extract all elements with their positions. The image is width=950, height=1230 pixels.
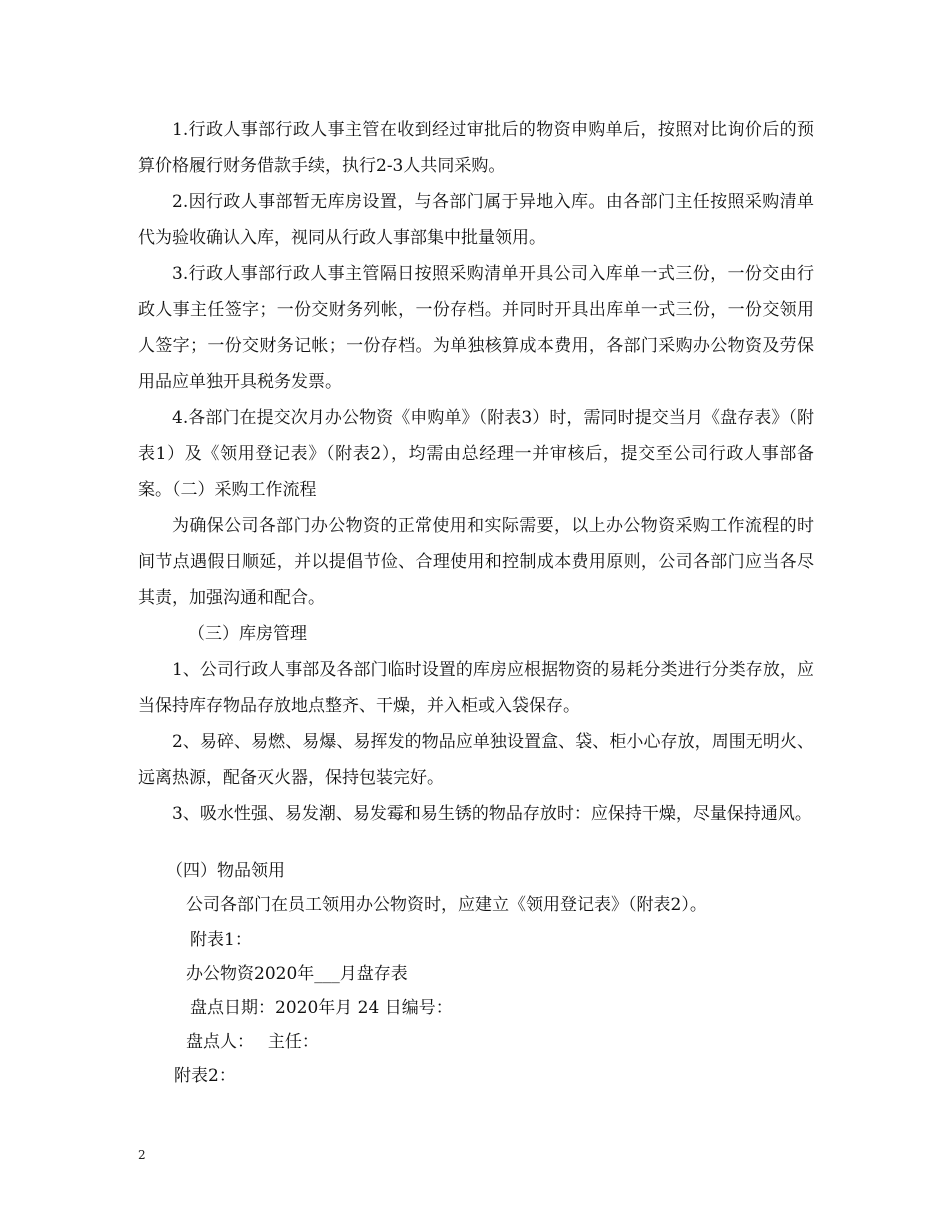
- section-4-title: （四）物品领用: [166, 861, 285, 881]
- count-date-line: 盘点日期：2020年月 24 日编号：: [190, 998, 453, 1018]
- paragraph-procurement-1: 1.行政人事部行政人事主管在收到经过审批后的物资申购单后，按照对比询价后的预算价格履行财务借款手续，执行2-3人共同采购。: [138, 120, 814, 176]
- paragraph-procurement-4: 4.各部门在提交次月办公物资《申购单》（附表3）时，需同时提交当月《盘存表》（附表1）及《领用登记表》（附表2），均需由总经理一并审核后，提交至公司行政人事部备案。（二）采购工作流程: [138, 408, 814, 500]
- section-4-text: 公司各部门在员工领用办公物资时，应建立《领用登记表》（附表2）。: [186, 895, 707, 915]
- appendix-1-label: 附表1：: [190, 930, 252, 950]
- paragraph-warehouse-1: 1、公司行政人事部及各部门临时设置的库房应根据物资的易耗分类进行分类存放，应当保持库存物品存放地点整齐、干燥，并入柜或入袋保存。: [138, 660, 814, 716]
- page-number: 2: [138, 1148, 146, 1162]
- section-3-title: （三）库房管理: [188, 624, 307, 644]
- paragraph-procurement-2: 2.因行政人事部暂无库房设置，与各部门属于异地入库。由各部门主任按照采购清单代为验收确认入库，视同从行政人事部集中批量领用。: [138, 192, 814, 248]
- appendix-2-label: 附表2：: [174, 1066, 236, 1086]
- paragraph-warehouse-2: 2、易碎、易燃、易爆、易挥发的物品应单独设置盒、袋、柜小心存放，周围无明火、远离热源，配备灭火器，保持包装完好。: [138, 732, 814, 788]
- counter-line: 盘点人： 主任：: [186, 1032, 319, 1052]
- paragraph-procurement-3: 3.行政人事部行政人事主管隔日按照采购清单开具公司入库单一式三份，一份交由行政人事主任签字；一份交财务列帐，一份存档。并同时开具出库单一式三份，一份交领用人签字；一份交财务记帐；一份存档。为单独核算成本费用，各部门采购办公物资及劳保用品应单独开具税务发票。: [138, 264, 814, 392]
- paragraph-warehouse-3: 3、吸水性强、易发潮、易发霉和易生锈的物品存放时：应保持干燥，尽量保持通风。: [172, 804, 812, 824]
- paragraph-procurement-workflow: 为确保公司各部门办公物资的正常使用和实际需要，以上办公物资采购工作流程的时间节点遇假日顺延，并以提倡节俭、合理使用和控制成本费用原则，公司各部门应当各尽其责，加强沟通和配合。: [138, 516, 814, 608]
- appendix-1-title: 办公物资2020年___月盘存表: [186, 964, 408, 984]
